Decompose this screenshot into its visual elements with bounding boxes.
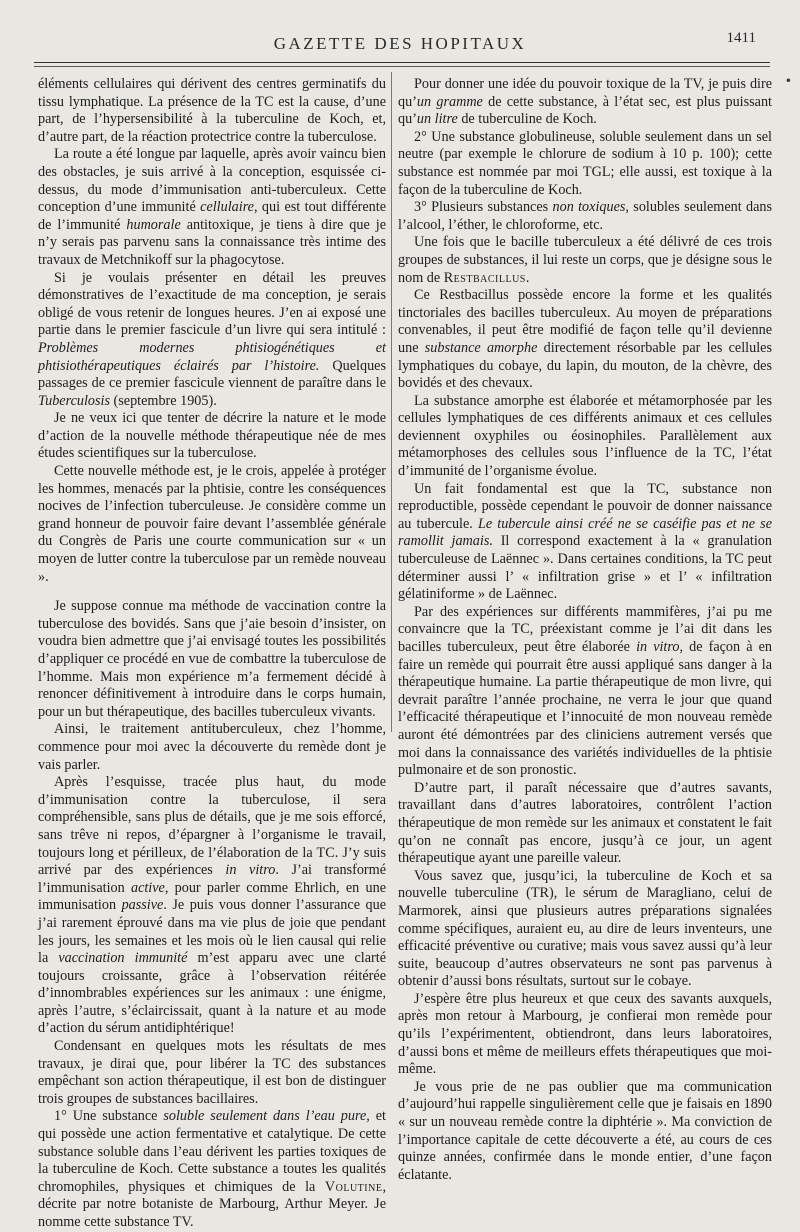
paragraph: Ce Restbacillus possède encore la forme et les qualités tinctoriales des bacilles tuberculeux. Au moyen de préparations convenables, il peut être modifié de façon telle qu’il devienne une substance amorphe directement résorbable par les cellules lymphatiques du cobaye, du lapin, du mouton, de la chèvre, des bovidés et des chevaux. xyxy=(398,287,772,392)
journal-title: GAZETTE DES HOPITAUX xyxy=(273,34,527,53)
paragraph: Vous savez que, jusqu’ici, la tuberculine de Koch et sa nouvelle tuberculine (TR), le sérum de Maragliano, celui de Marmorek, ainsi que plusieurs autres préparations signalées comme spécifiques, auraient eu, au dire de leurs inventeurs, une efficacité préventive ou curative; mais vous savez aussi qu’à leur suite, beaucoup d’autres observateurs ne sont pas parvenus à obtenir d’aussi bons résultats, surtout sur le cobaye. xyxy=(398,867,772,990)
paragraph: Je vous prie de ne pas oublier que ma communication d’aujourd’hui rappelle singulièrement celle que je faisais en 1890 « sur un nouveau remède contre la diphtérie ». Ma conviction de l’importance capitale de cette découverte a été, au cours de ces quinze années, confirmée dans le monde entier, d’une façon éclatante. xyxy=(398,1078,772,1183)
page-number: 1411 xyxy=(726,30,756,46)
paragraph: 2° Une substance globulineuse, soluble seulement dans un sel neutre (par exemple le chlorure de sodium à 10 p. 100); cette substance est nommée par moi TGL; elle aussi, est toxique à la façon de la tuberculine de Koch. xyxy=(398,128,772,198)
paragraph: Après l’esquisse, tracée plus haut, du mode d’immunisation contre la tuberculose, il sera compréhensible, sans plus de détails, que je me sois efforcé, sans trêve ni repos, d’épargner à l’organisme le travail, toujours long et périlleux, de l’élaboration de la TC. J’y suis arrivé par des expériences in vitro. J’ai transformé l’immunisation active, pour parler comme Ehrlich, en une immunisation passive. Je puis vous donner l’assurance que j’ai rarement éprouvé dans ma vie plus de joie que pendant les jours, les semaines et les mois où le lien causal qui relie la vaccination immunité m’est apparu avec une clarté toujours croissante, grâce à l’observation réitérée d’innombrables expériences sur les animaux : une énigme, après l’autre, s’éclaircissait, quant à la nature et au mode d’action du sérum antidiphtérique! xyxy=(38,774,386,1037)
paragraph: J’espère être plus heureux et que ceux des savants auxquels, après mon retour à Marbourg, je confierai mon remède pour qu’ils l’expérimentent, obtiendront, dans leurs laboratoires, d’aussi bons et même de meilleurs effets thérapeutiques que moi-même. xyxy=(398,990,772,1078)
paragraph: D’autre part, il paraît nécessaire que d’autres savants, travaillant dans d’autres laboratoires, contrôlent l’action thérapeutique de mon remède sur les animaux et constatent le fait qu’on ne connaît pas encore, jusqu’à ce jour, un agent thérapeutique ayant une pareille valeur. xyxy=(398,779,772,867)
column-divider xyxy=(391,72,392,732)
paragraph: Cette nouvelle méthode est, je le crois, appelée à protéger les hommes, menacés par la phtisie, contre les conséquences nocives de l’infection tuberculeuse. Je considère comme un grand honneur de pouvoir faire devant l’assemblée générale du Congrès de Paris une courte communication sur « un moyen de lutter contre la tuberculose par un remède nouveau ». xyxy=(38,463,386,585)
paragraph: La route a été longue par laquelle, après avoir vaincu bien des obstacles, je suis arrivé à la conception, esquissée ci-dessus, du mode d’immunisation anti-tuberculeux. Cette conception d’une immunité cellulaire, qui est tout différente de l’immunité humorale antitoxique, je tiens à dire que je n’y serais pas parvenu sans la connaissance très intime des travaux de Metchnikoff sur la phagocytose. xyxy=(38,146,386,268)
header-rule xyxy=(34,62,770,63)
paragraph: Ainsi, le traitement antituberculeux, chez l’homme, commence pour moi avec la découverte du remède dont je vais parler. xyxy=(38,721,386,773)
running-head xyxy=(0,28,800,58)
paragraph: Si je voulais présenter en détail les preuves démonstratives de l’exactitude de ma conception, je serais obligé de vous retenir de longues heures. J’en ai exposé une partie dans le premier fascicule d’un livre qui sera intitulé : Problèmes modernes phtisiogénétiques et phtisiothérapeutiques éclairés par l’histoire. Quelques passages de ce premier fascicule viennent de paraître dans le Tuberculosis (septembre 1905). xyxy=(38,269,387,409)
header-rule-thin xyxy=(34,66,770,67)
paragraph: Condensant en quelques mots les résultats de mes travaux, je dirai que, pour libérer la TC des substances empêchant son action thérapeutique, il est bon de distinguer trois groupes de substances bacillaires. xyxy=(38,1038,386,1107)
left-column xyxy=(38,76,386,1232)
paragraph: La substance amorphe est élaborée et métamorphosée par les cellules lymphatiques de ces différents animaux et ces cellules deviennent oxyphiles ou éosinophiles. Parallèlement aux métamorphoses des cellules sous l’influence de la TC, l’état d’immunité de l’organisme évolue. xyxy=(398,392,772,480)
paragraph: Je suppose connue ma méthode de vaccination contre la tuberculose des bovidés. Sans que j’aie besoin d’insister, on voudra bien admettre que j’ai envisagé toutes les possibilités d’appliquer ce procédé en vue de combattre la tuberculose de l’homme. Mais mon expérience m’a fermement décidé à renoncer définitivement à introduire dans le corps humain, pour un but thérapeutique, des bacilles tuberculeux vivants. xyxy=(38,598,386,720)
paragraph: 3° Plusieurs substances non toxiques, solubles seulement dans l’alcool, l’éther, le chloroforme, etc. xyxy=(398,199,772,233)
paragraph: 1° Une substance soluble seulement dans l’eau pure, et qui possède une action fermentative et catalytique. De cette substance soluble dans l’eau dérivent les parties toxiques de la tuberculine de Koch. Cette substance a toutes les qualités chromophiles, physiques et chimiques de la Volutine, décrite par notre botaniste de Marbourg, Arthur Meyer. Je nomme cette substance TV. xyxy=(38,1108,386,1230)
margin-mark: • xyxy=(784,74,792,88)
paragraph: Je ne veux ici que tenter de décrire la nature et le mode d’action de la nouvelle méthode thérapeutique née de mes études scientifiques sur la tuberculose. xyxy=(38,410,386,462)
paragraph: Par des expériences sur différents mammifères, j’ai pu me convaincre que la TC, préexistant comme je l’ai dit dans les bacilles tuberculeux, peut être élaborée in vitro, de façon à en faire un remède qui pourrait être aussi appliqué sans danger à la thérapeutique humaine. La partie thérapeutique de mon livre, qui devrait paraître l’année prochaine, ne verra le jour que quand l’efficacité thérapeutique et l’innocuité de mon nouveau remède auront été démontrées par des cliniciens autrement versés que moi dans la connaissance des variétés individuelles de la phtisie pulmonaire et de son pronostic. xyxy=(398,603,772,779)
right-column xyxy=(398,76,772,1184)
paragraph: éléments cellulaires qui dérivent des centres germinatifs du tissu lymphatique. La présence de la TC est la cause, d’une part, de l’hypersensibilité à la tuberculine de Koch, et, d’autre part, de la réaction protectrice contre la tuberculose. xyxy=(38,76,386,145)
paragraph: Une fois que le bacille tuberculeux a été délivré de ces trois groupes de substances, il lui reste un corps, que je désigne sous le nom de Restbacillus. xyxy=(398,234,772,286)
paragraph: Un fait fondamental est que la TC, substance non reproductible, possède cependant le pouvoir de donner naissance au tubercule. Le tubercule ainsi créé ne se caséifie pas et ne se ramollit jamais. Il correspond exactement à la « granulation tuberculeuse de Laënnec ». Dans certaines conditions, la TC peut déterminer aussi l’ « infiltration grise » et l’ « infiltration gélatiniforme » de Laënnec. xyxy=(398,480,772,603)
paragraph: Pour donner une idée du pouvoir toxique de la TV, je puis dire qu’un gramme de cette substance, à l’état sec, est plus puissant qu’un litre de tuberculine de Koch. xyxy=(398,76,772,128)
